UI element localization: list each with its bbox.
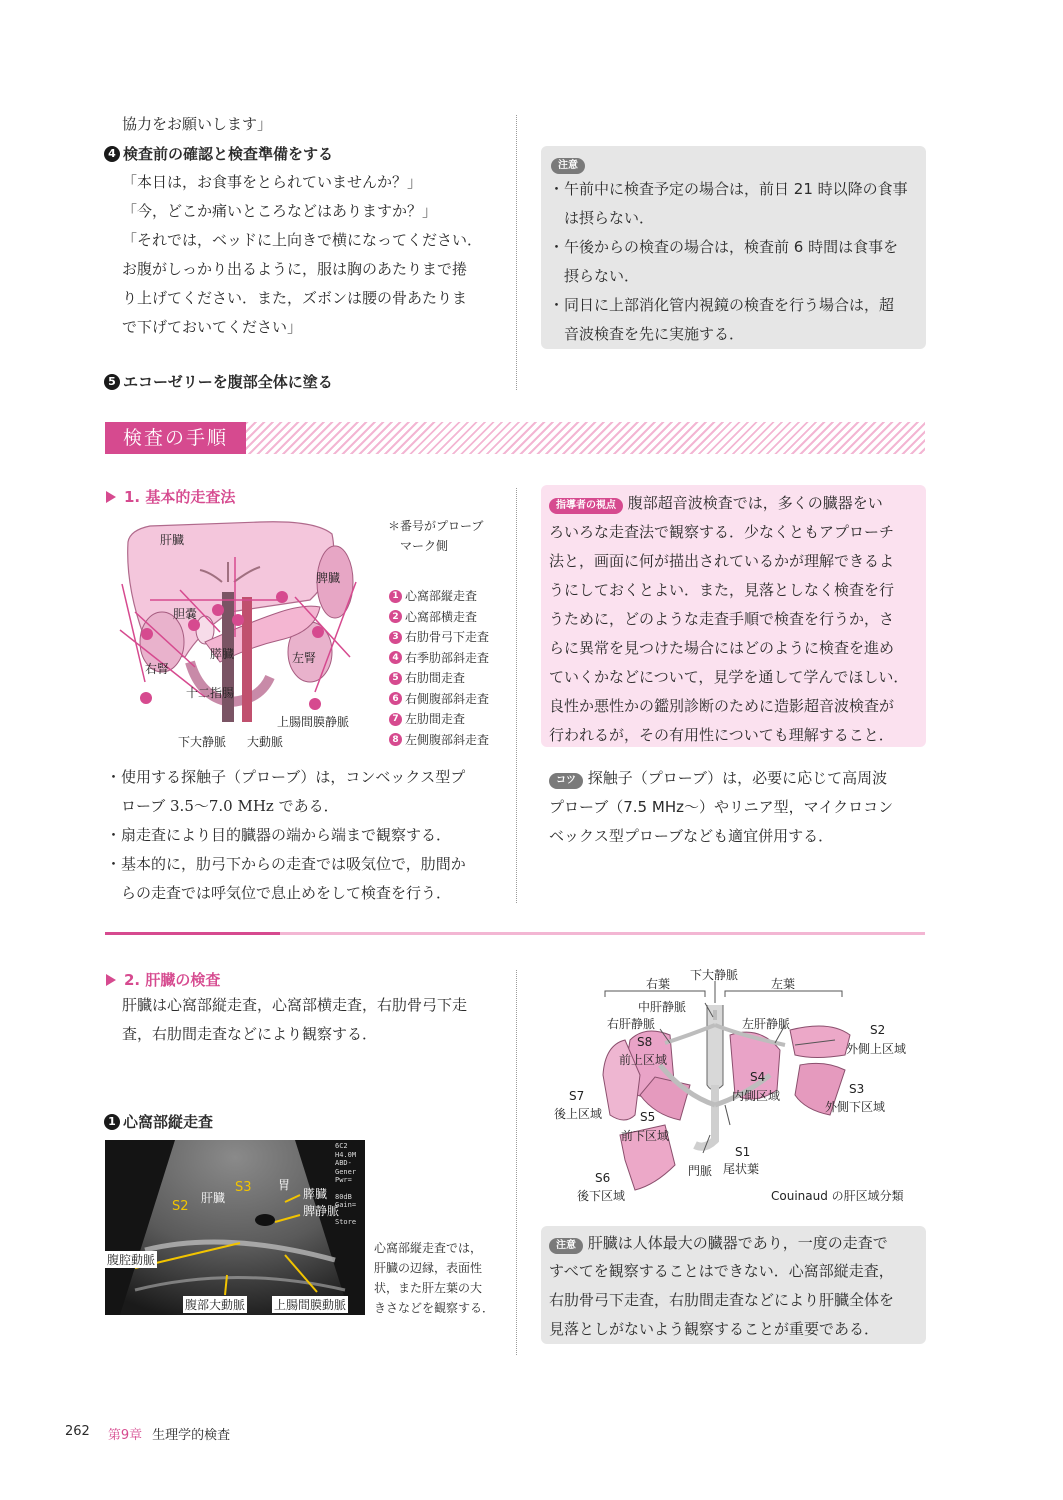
us-caption: [374, 1238, 494, 1318]
caption-line: きさなどを観察する．: [374, 1301, 495, 1315]
chapter-label: 第9章: [107, 1428, 143, 1443]
quote-line: で下げておいてください」: [122, 318, 303, 336]
label-portal: 門脈: [688, 1164, 713, 1178]
legend-item: [389, 627, 489, 648]
label-s5-name: 前下区域: [621, 1129, 670, 1143]
legend-item: [389, 668, 489, 689]
label-s4: S4: [750, 1070, 766, 1084]
couinaud-caption: Couinaud の肝区域分類: [771, 1189, 904, 1203]
triangle-icon: [106, 491, 116, 503]
couinaud-diagram: [545, 965, 925, 1210]
label-s2-name: 外側上区域: [846, 1042, 907, 1056]
caution-line: 右肋骨弓下走査，右肋間走査などにより肝臓全体を: [549, 1291, 895, 1309]
quote-line: り上げてください．また，ズボンは腰の骨あたりま: [122, 289, 468, 307]
caption-line: 心窩部縦走査では，: [374, 1241, 483, 1255]
label-s6-name: 後下区域: [577, 1189, 626, 1203]
page-footer: [65, 1424, 230, 1443]
caution-badge: 注意: [551, 158, 585, 174]
legend-number: 1: [389, 590, 402, 603]
section-hatch: [246, 422, 925, 454]
liver-line: 査，右肋間走査などにより観察する．: [122, 1025, 378, 1043]
legend-item: [389, 709, 489, 730]
bullet-line: ・基本的に，肋弓下からの走査では吸気位で，肋間か: [106, 855, 466, 873]
label-s1-name: 尾状葉: [723, 1162, 760, 1176]
us-label-s3: S3: [235, 1180, 252, 1195]
instructor-box: [541, 485, 926, 747]
tip-badge: コツ: [549, 773, 583, 789]
bullet-line: ローブ 3.5〜7.0 MHz である．: [106, 797, 339, 815]
label-liver: 肝臓: [160, 533, 185, 547]
caution-badge: 注意: [549, 1238, 583, 1254]
label-right-kidney: 右腎: [145, 662, 170, 676]
label-s5: S5: [640, 1110, 656, 1124]
chapter-title: 生理学的検査: [152, 1428, 231, 1443]
label-pancreas: 膵臓: [210, 647, 235, 661]
legend-item: [389, 648, 489, 669]
label-s7-name: 後上区域: [554, 1107, 603, 1121]
note-line: マーク側: [388, 539, 449, 553]
caution-line: すべてを観察することはできない．心窩部縦走査，: [549, 1262, 894, 1280]
label-s3-name: 外側下区域: [825, 1100, 886, 1114]
page-number: 262: [65, 1424, 90, 1439]
caution-line: ・同日に上部消化管内視鏡の検査を行う場合は，超: [549, 296, 895, 314]
us-label-sma: 上腸間膜動脈: [274, 1298, 347, 1312]
note-line: ＊番号がプローブ: [388, 519, 484, 533]
quote-line: 「それでは，ベッドに上向きで横になってください．: [122, 231, 483, 249]
step-number: 1: [104, 1114, 120, 1130]
section-title: 検査の手順: [105, 422, 246, 454]
machine-readout: [335, 1142, 356, 1226]
legend-item: [389, 730, 489, 751]
instructor-line: 良性か悪性かの鑑別診断のために造影超音波検査が: [549, 697, 895, 715]
label-ivc: 下大静脈: [690, 968, 739, 982]
caption-line: 状，また肝左葉の大: [374, 1281, 483, 1295]
instructor-line: うために，どのような走査手順で検査を行うか，さ: [549, 610, 895, 628]
legend-number: 3: [389, 631, 402, 644]
step-title: 検査前の確認と検査準備をする: [123, 145, 334, 163]
label-smv: 上腸間膜静脈: [277, 715, 350, 729]
tip-line: ベックス型プローブなども適宜併用する．: [549, 827, 834, 845]
label-s6: S6: [595, 1171, 611, 1185]
readout-line: Gain=: [335, 1201, 357, 1209]
basic-bullets: [106, 763, 466, 908]
step-4-heading: [104, 143, 333, 164]
ultrasound-scan: [105, 1140, 365, 1315]
tip-line: 探触子（プローブ）は，必要に応じて高周波: [587, 769, 888, 787]
legend-label: 右側腹部斜走査: [405, 691, 490, 706]
step-title: 心窩部縦走査: [123, 1113, 214, 1131]
legend-label: 右肋骨弓下走査: [405, 630, 490, 644]
legend-label: 心窩部縦走査: [405, 589, 478, 603]
instructor-line: 腹部超音波検査では，多くの臓器をい: [627, 494, 883, 512]
legend-item: [389, 607, 489, 628]
instructor-line: ていくかなどについて，見学を通して学んでほしい．: [549, 668, 909, 686]
section-rule: [105, 932, 925, 935]
label-s4-name: 内側区域: [732, 1089, 781, 1103]
legend-number: 2: [389, 610, 402, 623]
step-title: エコーゼリーを腹部全体に塗る: [123, 373, 333, 391]
label-ivc: 下大静脈: [178, 735, 227, 749]
legend-number: 7: [389, 713, 402, 726]
label-gallbladder: 胆嚢: [173, 607, 198, 621]
us-label-s2: S2: [172, 1199, 189, 1214]
legend-number: 6: [389, 692, 402, 705]
column-divider: [516, 970, 517, 1355]
caution-line: ・午後からの検査の場合は，検査前 6 時間は食事を: [549, 238, 899, 256]
label-s8-name: 前上区域: [619, 1053, 668, 1067]
instructor-line: 法と，画面に何が描出されているかが理解できるよ: [549, 552, 895, 570]
label-lhv: 左肝静脈: [742, 1017, 791, 1031]
anatomy-illustration: [110, 512, 400, 752]
bullet-line: ・使用する探触子（プローブ）は，コンベックス型プ: [106, 768, 466, 786]
label-left-lobe: 左葉: [771, 977, 796, 991]
label-s7: S7: [569, 1089, 585, 1103]
step-1-heading: [104, 1111, 213, 1132]
instructor-badge: 指導者の視点: [549, 498, 623, 514]
readout-line: 80dB: [335, 1192, 352, 1201]
caution-line: ・午前中に検査予定の場合は，前日 21 時以降の食事: [549, 180, 908, 198]
tip-line: プローブ（7.5 MHz〜）やリニア型，マイクロコン: [549, 798, 894, 816]
triangle-icon: [106, 974, 116, 986]
readout-line: ABD-: [335, 1159, 352, 1167]
legend-label: 右季肋部斜走査: [405, 650, 490, 665]
abdominal-anatomy-diagram: [110, 512, 400, 752]
us-label-pancreas: 膵臓: [303, 1187, 328, 1201]
label-duodenum: 十二指腸: [186, 686, 235, 700]
us-label-aorta: 腹部大動脈: [185, 1298, 246, 1312]
quote-line: お腹がしっかり出るように，服は胸のあたりまで捲: [122, 260, 468, 278]
instructor-line: 行われるが，その有用性についても理解すること．: [549, 726, 894, 744]
legend-number: 4: [389, 651, 402, 664]
caution-line: 摂らない．: [549, 267, 640, 285]
label-s3: S3: [849, 1082, 865, 1096]
liver-text: [122, 991, 467, 1049]
label-aorta: 大動脈: [247, 735, 284, 749]
quote-line: 「本日は，お食事をとられていませんか？」: [122, 173, 423, 191]
legend-label: 左側腹部斜走査: [405, 732, 490, 747]
step-number: 5: [104, 374, 120, 390]
label-s8: S8: [637, 1035, 653, 1049]
basic-scan-heading: [106, 486, 235, 507]
caution-line: 肝臓は人体最大の臓器であり，一度の走査で: [587, 1234, 888, 1252]
patient-quotes: [122, 168, 482, 342]
label-s1: S1: [735, 1145, 751, 1159]
column-divider: [516, 488, 517, 903]
tip-block: [549, 764, 893, 851]
readout-line: 6C2: [335, 1142, 348, 1150]
legend-number: 8: [389, 733, 402, 746]
caution-line: 見落としがないよう観察することが重要である．: [549, 1320, 880, 1338]
column-divider: [516, 115, 517, 390]
legend-item: [389, 689, 489, 710]
caption-line: 肝臓の辺縁，表面性: [374, 1261, 483, 1275]
bullet-line: らの走査では呼気位で息止めをして検査を行う．: [106, 884, 452, 902]
caution-line: は摂らない．: [549, 209, 655, 227]
probe-note: [388, 516, 483, 556]
label-rhv: 右肝静脈: [607, 1017, 656, 1031]
label-s2: S2: [870, 1023, 886, 1037]
us-label-celiac: 腹腔動脈: [107, 1253, 156, 1267]
legend-label: 左肋間走査: [405, 712, 466, 726]
readout-line: Store: [335, 1217, 357, 1226]
caution-line: 音波検査を先に実施する．: [549, 325, 745, 343]
scan-legend: [389, 586, 489, 750]
label-mhv: 中肝静脈: [638, 1000, 687, 1014]
us-label-liver: 肝臓: [201, 1191, 226, 1205]
us-label-splenic-vein: 脾静脈: [303, 1204, 340, 1218]
liver-exam-heading: [106, 969, 220, 990]
label-right-lobe: 右葉: [646, 977, 671, 991]
us-label-stomach: 胃: [278, 1178, 291, 1192]
ultrasound-image: [105, 1140, 365, 1315]
instructor-line: ろいろな走査法で観察する．少なくともアプローチ: [549, 523, 895, 541]
caution-box-liver: [541, 1226, 926, 1344]
label-left-kidney: 左腎: [292, 651, 317, 665]
text-line: 協力をお願いします」: [122, 115, 273, 133]
heading-text: 1. 基本的走査法: [124, 488, 236, 506]
step-5-heading: [104, 371, 333, 392]
legend-item: [389, 586, 489, 607]
instructor-line: らに異常を見つけた場合にはどのように検査を進め: [549, 639, 895, 657]
bullet-line: ・扇走査により目的臓器の端から端まで観察する．: [106, 826, 452, 844]
legend-label: 心窩部横走査: [405, 609, 478, 624]
step-number: 4: [104, 146, 120, 162]
label-spleen: 脾臓: [316, 571, 341, 585]
legend-label: 右肋間走査: [405, 671, 466, 685]
quote-line: 「今，どこか痛いところなどはありますか？」: [122, 202, 438, 220]
readout-line: H4.0M: [335, 1150, 357, 1159]
instructor-line: うにしておくとよい．また，見落としなく検査を行: [549, 581, 895, 599]
readout-line: Gener: [335, 1167, 357, 1176]
section-header: [105, 422, 925, 454]
liver-line: 肝臓は心窩部縦走査，心窩部横走査，右肋骨弓下走: [122, 996, 468, 1014]
heading-text: 2. 肝臓の検査: [124, 971, 221, 989]
section-rule-accent: [105, 932, 280, 935]
readout-line: Pwr=: [335, 1176, 352, 1184]
caution-box: [541, 146, 926, 349]
legend-number: 5: [389, 672, 402, 685]
